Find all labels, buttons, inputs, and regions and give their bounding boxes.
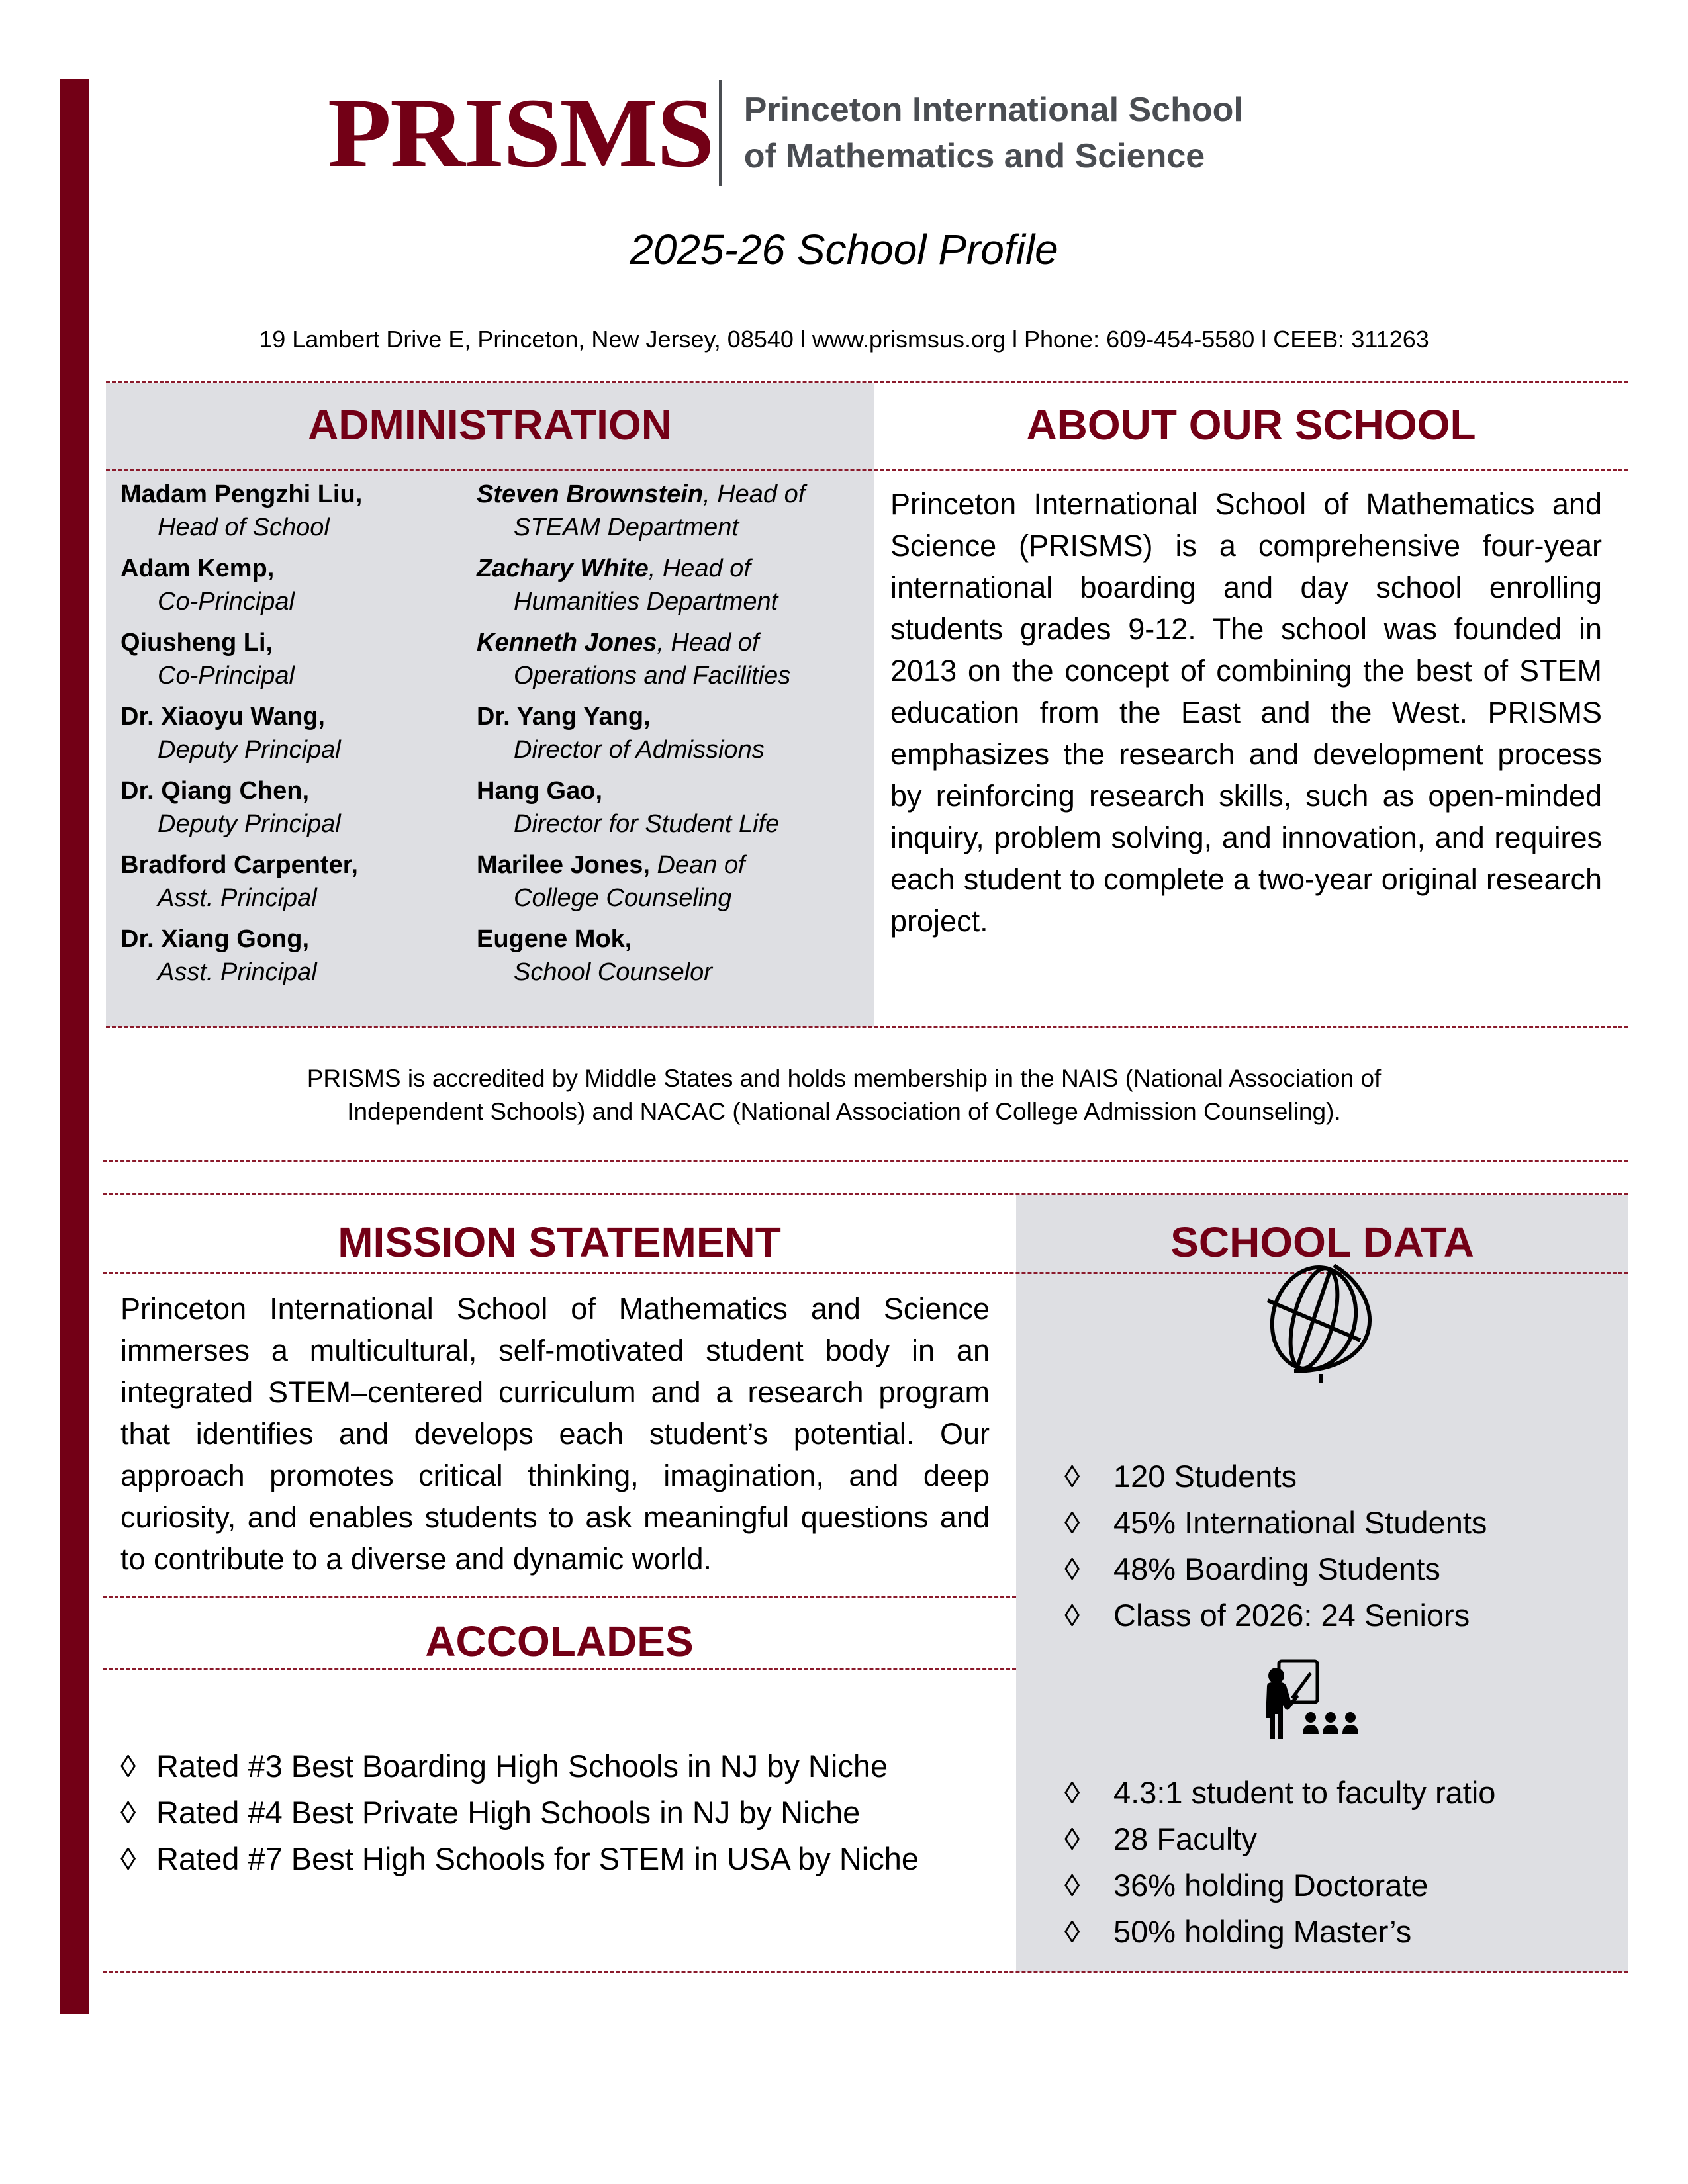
school-logo (328, 78, 1243, 187)
admin-entry: Kenneth Jones, Head of Operations and Facilities (477, 629, 791, 690)
divider (103, 1668, 1016, 1670)
accolades-heading: ACCOLADES (425, 1617, 694, 1665)
diamond-bullet-icon: ◊ (1064, 1505, 1080, 1540)
about-heading: ABOUT OUR SCHOOL (1026, 401, 1476, 449)
list-item: ◊ 48% Boarding Students (1064, 1546, 1620, 1592)
diamond-bullet-icon: ◊ (120, 1795, 136, 1830)
list-item: ◊ 36% holding Doctorate (1064, 1862, 1620, 1909)
mission-heading: MISSION STATEMENT (338, 1218, 781, 1266)
administration-heading: ADMINISTRATION (308, 401, 672, 449)
admin-entry: Marilee Jones, Dean of College Counseling (477, 851, 745, 912)
page-title: 2025-26 School Profile (630, 226, 1058, 273)
diamond-bullet-icon: ◊ (1064, 1551, 1080, 1586)
admin-entry: Dr. Yang Yang, Director of Admissions (477, 703, 765, 764)
divider (103, 1971, 1628, 1973)
admin-entry: Dr. Qiang Chen, Deputy Principal (120, 777, 341, 838)
logo-mark: PRISMS (328, 77, 714, 188)
logo-name-line2: of Mathematics and Science (743, 136, 1205, 175)
divider (103, 1160, 1628, 1162)
diamond-bullet-icon: ◊ (1064, 1598, 1080, 1633)
admin-entry: Qiusheng Li, Co-Principal (120, 629, 295, 690)
administration-list-right (477, 478, 867, 997)
about-text: Princeton International School of Mathematics and Science (PRISMS) is a comprehensive four-year international boarding and day school enrolling students grades 9-12. The school was founded in 2013 on the concept of combining the best of STEM education from the East and the West. PRISMS emphasizes the research and development process by reinforcing research skills, such as open-minded inquiry, problem solving, and innovation, and requires each student to complete a two-year original research project. (890, 487, 1602, 938)
diamond-bullet-icon: ◊ (1064, 1868, 1080, 1903)
admin-entry: Dr. Xiaoyu Wang, Deputy Principal (120, 703, 341, 764)
contact-address: 19 Lambert Drive E, Princeton, New Jersey, 08540 l www.prismsus.org l Phone: 609-454-5580 l CEEB: 311263 (259, 326, 1429, 353)
diamond-bullet-icon: ◊ (1064, 1459, 1080, 1494)
mission-text: Princeton International School of Mathematics and Science immerses a multicultural, self-motivated student body in an integrated STEM–centered curriculum and a research program that identifies and develops each student’s potential. Our approach promotes critical thinking, imagination, and deep curiosity, and enables students to ask meaningful questions and to contribute to a diverse and dynamic world. (120, 1292, 990, 1576)
accent-bar (60, 79, 89, 2014)
diamond-bullet-icon: ◊ (1064, 1775, 1080, 1810)
divider (103, 1596, 1016, 1598)
diamond-bullet-icon: ◊ (120, 1749, 136, 1784)
admin-entry: Bradford Carpenter, Asst. Principal (120, 851, 358, 912)
logo-divider (719, 80, 722, 186)
list-item: ◊ Class of 2026: 24 Seniors (1064, 1592, 1620, 1639)
list-item: ◊ Rated #4 Best Private High Schools in NJ by Niche (120, 1790, 1008, 1836)
list-item: ◊ 120 Students (1064, 1453, 1620, 1500)
teacher-icon (1264, 1655, 1377, 1747)
school-data-heading: SCHOOL DATA (1170, 1218, 1474, 1266)
admin-entry: Eugene Mok, School Counselor (477, 925, 712, 986)
student-data-list (1064, 1453, 1620, 1639)
list-item: ◊ 50% holding Master’s (1064, 1909, 1620, 1955)
faculty-data-list (1064, 1770, 1620, 1955)
globe-icon (1254, 1264, 1387, 1383)
diamond-bullet-icon: ◊ (120, 1841, 136, 1876)
administration-list-left (120, 478, 465, 997)
divider (103, 1272, 1628, 1274)
admin-entry: Dr. Xiang Gong, Asst. Principal (120, 925, 317, 986)
list-item: ◊ 45% International Students (1064, 1500, 1620, 1546)
logo-name-line1: Princeton International School (743, 90, 1243, 129)
list-item: ◊ Rated #3 Best Boarding High Schools in NJ by Niche (120, 1743, 1008, 1790)
diamond-bullet-icon: ◊ (1064, 1821, 1080, 1856)
accreditation-note (0, 1062, 1688, 1128)
list-item: ◊ Rated #7 Best High Schools for STEM in USA by Niche (120, 1836, 1008, 1882)
accolades-list (120, 1743, 1008, 1882)
divider (106, 381, 1628, 383)
admin-entry: Adam Kemp, Co-Principal (120, 555, 295, 615)
list-item: ◊ 28 Faculty (1064, 1816, 1620, 1862)
logo-school-name (744, 87, 1243, 179)
admin-entry: Madam Pengzhi Liu, Head of School (120, 480, 363, 541)
admin-entry: Zachary White, Head of Humanities Department (477, 555, 778, 615)
admin-entry: Steven Brownstein, Head of STEAM Department (477, 480, 806, 541)
divider (106, 469, 1628, 471)
divider (103, 1193, 1628, 1195)
accreditation-line1: PRISMS is accredited by Middle States and holds membership in the NAIS (National Association of (306, 1065, 1382, 1092)
admin-entry: Hang Gao, Director for Student Life (477, 777, 780, 838)
divider (106, 1026, 1628, 1028)
list-item: ◊ 4.3:1 student to faculty ratio (1064, 1770, 1620, 1816)
diamond-bullet-icon: ◊ (1064, 1914, 1080, 1949)
accreditation-line2: Independent Schools) and NACAC (National Association of College Admission Counseling). (347, 1098, 1341, 1125)
